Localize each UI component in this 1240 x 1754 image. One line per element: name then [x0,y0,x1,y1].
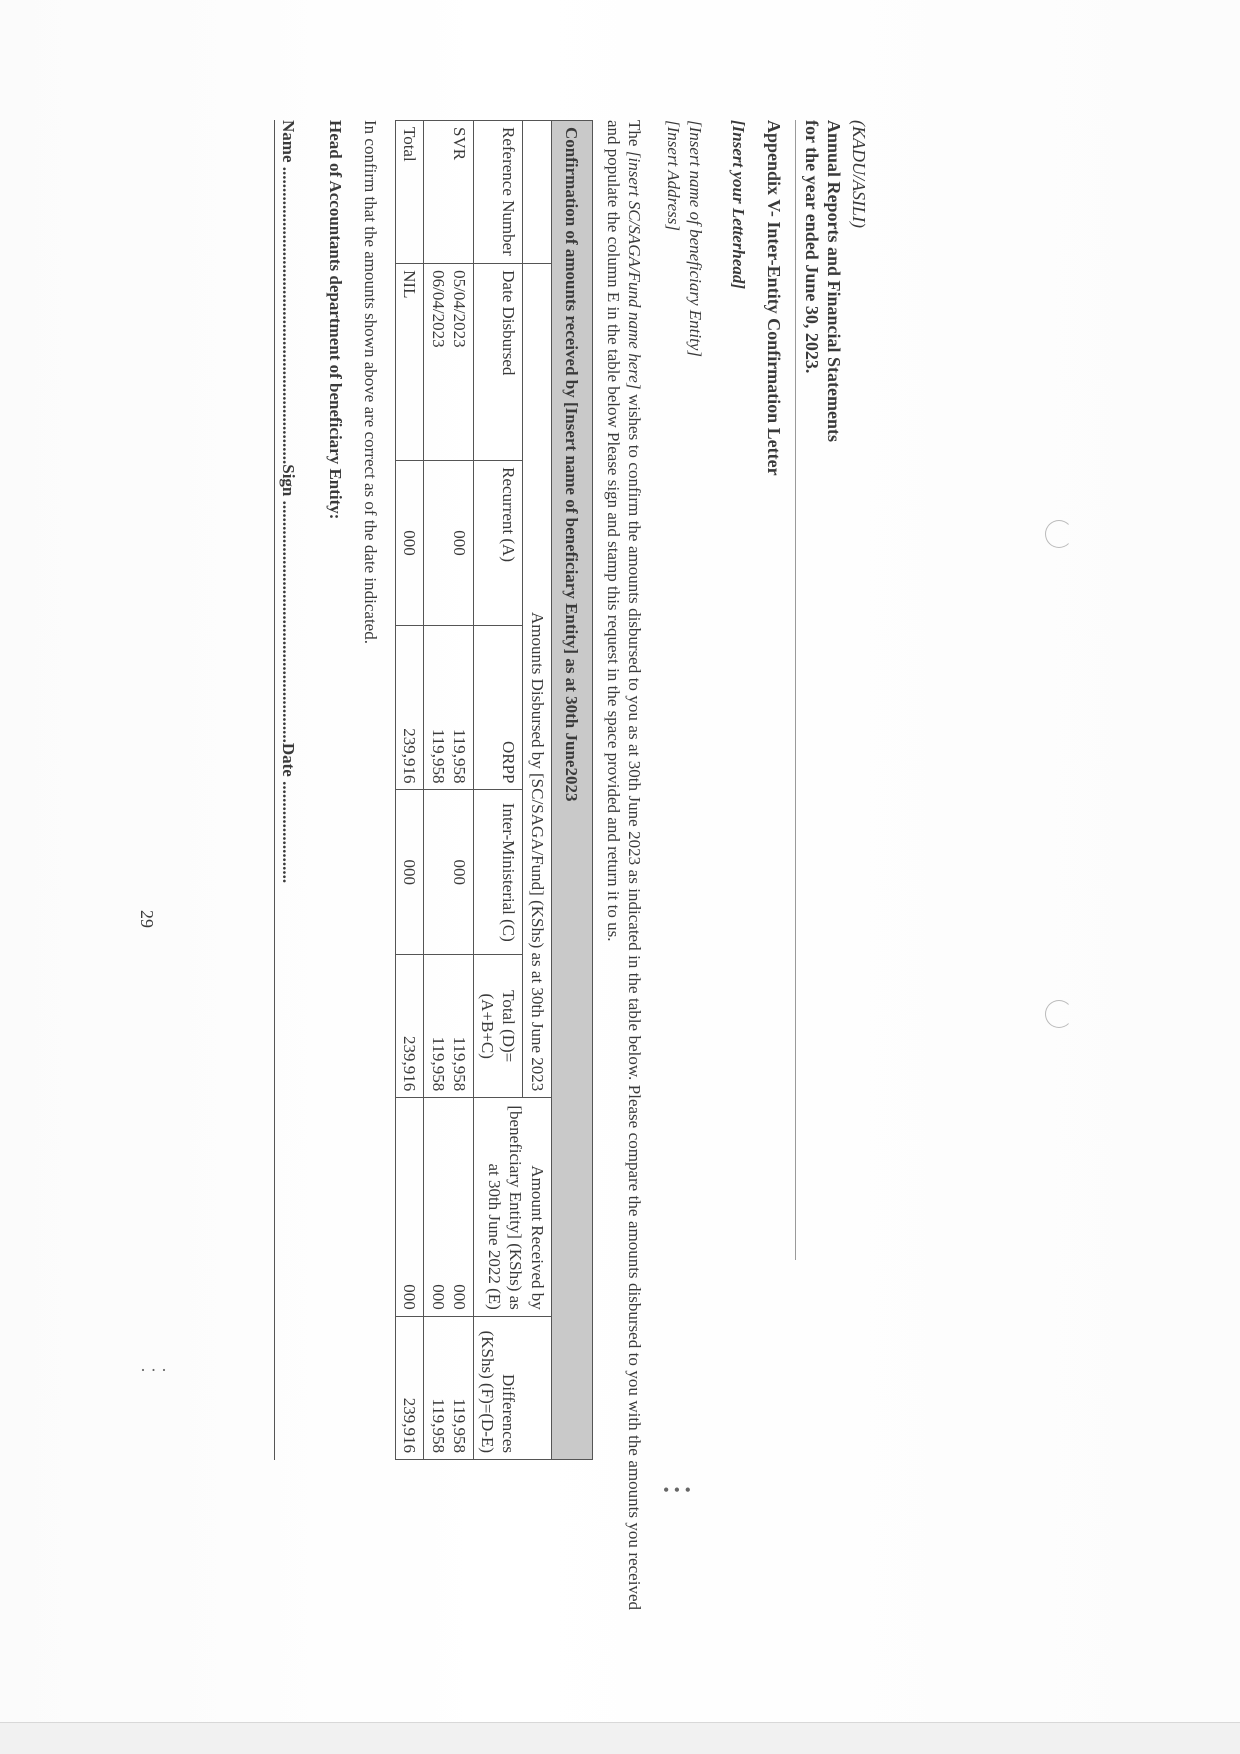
total-diff: 239,916 [396,1316,424,1459]
total-received: 000 [396,1098,424,1317]
beneficiary-placeholder: [Insert name of beneficiary Entity] [685,120,705,358]
row-orpp-1: 119,958 [450,728,469,784]
header-divider [796,120,797,1260]
table-caption: Confirmation of amounts received by [Insert name of beneficiary Entity] as at 30th June2023 [551,121,592,1460]
row-dates [424,264,474,461]
appendix-title: Appendix V- Inter-Entity Confirmation Letter [764,120,785,476]
row-ref: SVR [424,121,474,264]
row-total [424,955,474,1098]
row-total-1: 119,958 [450,1036,469,1092]
head-of-accounts-label: Head of Accountants department of beneficiary Entity: [326,120,345,520]
row-diff [424,1316,474,1459]
differences-header: Differences (KShs) (F)=(D-E) [474,1316,552,1459]
row-date-1: 05/04/2023 [450,270,469,348]
rotated-document-page [110,120,870,1680]
punch-hole-mark [1045,1000,1073,1028]
group-header: Amounts Disbursed by [SC/SAGA/Fund] (KShs) as at 30th June 2023 [523,264,551,1098]
row-date-2: 06/04/2023 [428,270,448,348]
table-total-row [396,121,424,1460]
row-received-2: 000 [428,1284,448,1310]
intro-fund-placeholder: [insert SC/SAGA/Fund name here] [625,150,645,390]
scan-bottom-edge [0,1722,1240,1754]
punch-hole-mark [1045,520,1073,548]
page-number: 29 [137,910,157,928]
signature-line: Name ......................................................................Sign .........................................................Date ........................ [275,120,299,1460]
row-orpp [424,625,474,790]
total-date: NIL [396,264,424,461]
intro-paragraph [603,120,646,1610]
confirmation-statement: In confirm that the amounts shown above are correct as of the date indicated. [361,120,381,644]
report-title: Annual Reports and Financial Statements [824,120,845,443]
empty-header-cell [523,121,551,264]
row-received-1: 000 [450,1284,469,1310]
stray-mark: • • • [663,1480,691,1500]
intro-body: wishes to confirm the amounts disbursed to you as at 30th June 2023 as indicated in the table below. Please compare the amounts disbursed to you with the amounts you received and populate the column E in the table below Please sign and stamp this request in the space provided and return it to us. [604,120,645,1610]
table-row [424,121,474,1460]
table-caption-row [551,121,592,1460]
intro-prefix: The [625,120,645,151]
table-group-header-row [523,121,551,1460]
row-inter: 000 [424,790,474,955]
orpp-header: ORPP [474,625,524,790]
total-recurrent: 000 [396,461,424,626]
ref-header: Reference Number [474,121,524,264]
total-total: 239,916 [396,955,424,1098]
total-header: Total (D)=(A+B+C) [474,955,524,1098]
received-header: Amount Received by [beneficiary Entity] (KShs) as at 30th June 2022 (E) [474,1098,552,1317]
letterhead-placeholder: [Insert your Letterhead] [729,120,748,290]
org-name: (KADU/ASILI) [849,120,869,228]
recurrent-header: Recurrent (A) [474,461,524,626]
row-recurrent: 000 [424,461,474,626]
row-total-2: 119,958 [428,1036,448,1092]
stray-mark: · · · [140,1360,167,1380]
confirmation-table [395,120,593,1460]
row-received [424,1098,474,1317]
address-placeholder: [Insert Address] [664,120,684,231]
row-diff-1: 119,958 [450,1398,469,1453]
row-orpp-2: 119,958 [428,728,448,784]
total-label: Total [396,121,424,264]
total-inter: 000 [396,790,424,955]
total-orpp: 239,916 [396,625,424,790]
inter-header: Inter-Ministerial (C) [474,790,524,955]
row-diff-2: 119,958 [428,1398,448,1453]
date-header: Date Disbursed [474,264,524,461]
report-period: for the year ended June 30, 2023. [802,120,822,374]
